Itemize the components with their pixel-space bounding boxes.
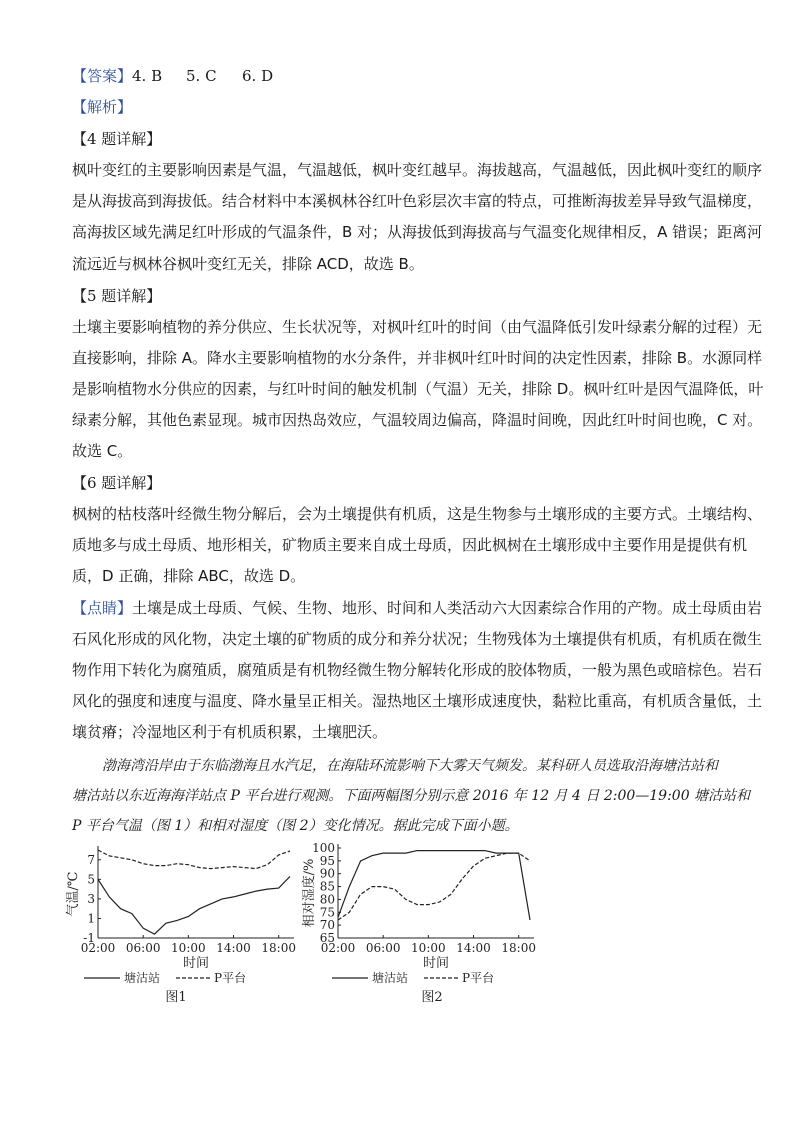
- y-tick-label: 80: [319, 892, 335, 907]
- material-line: 塘沽站以东近海海洋站点 P 平台进行观测。下面两幅图分别示意 2016 年 12 月 4 日 2:00—19:00 塘沽站和: [72, 788, 751, 804]
- figure-caption: 图1: [165, 990, 187, 1005]
- analysis-heading: 【解析】: [72, 98, 133, 116]
- legend-label-tanggu: 塘沽站: [372, 971, 409, 985]
- series-line-tanggu: [338, 851, 530, 920]
- answer-item-4: 4. B: [132, 67, 163, 85]
- y-tick-label: 70: [319, 918, 335, 933]
- q5-line: 故选 C。: [72, 442, 133, 460]
- x-axis-label: 时间: [422, 956, 450, 971]
- y-tick-label: 95: [319, 853, 335, 868]
- q5-line: 土壤主要影响植物的养分供应、生长状况等，对枫叶红叶的时间（由气温降低引发叶绿素分解的过程）无: [72, 318, 763, 336]
- q5-line: 直接影响，排除 A。降水主要影响植物的水分条件，并非枫叶红叶时间的决定性因素，排除 B。水源同样: [72, 349, 763, 367]
- y-tick-label: 65: [319, 931, 335, 945]
- q4-line: 枫叶变红的主要影响因素是气温，气温越低，枫叶变红越早。海拔越高，气温越低，因此枫叶变红的顺序: [72, 161, 763, 179]
- material-line: P 平台气温（图 1）和相对湿度（图 2）变化情况。据此完成下面小题。: [72, 818, 519, 834]
- q6-heading: 【6 题详解】: [72, 474, 162, 492]
- q6-line: 枫树的枯枝落叶经微生物分解后，会为土壤提供有机质，这是生物参与土壤形成的主要方式。土壤结构、: [72, 505, 763, 523]
- x-tick-label: 18:00: [501, 941, 537, 955]
- figure-caption: 图2: [421, 990, 443, 1005]
- y-tick-label: 85: [319, 879, 335, 894]
- answer-tag: 【答案】: [72, 67, 133, 85]
- series-line-p-platform: [98, 850, 290, 869]
- x-tick-label: 10:00: [171, 941, 206, 955]
- x-tick-label: 06:00: [125, 941, 161, 955]
- x-tick-label: 10:00: [411, 941, 446, 955]
- tips-line: 土壤是成土母质、气候、生物、地形、时间和人类活动六大因素综合作用的产物。成土母质由岩: [132, 599, 763, 617]
- x-tick-label: 06:00: [365, 941, 401, 955]
- tips-heading: 【点睛】: [72, 599, 133, 617]
- x-tick-label: 02:00: [320, 941, 356, 955]
- tips-line-first: [72, 598, 762, 618]
- q5-heading: 【5 题详解】: [72, 287, 162, 305]
- q6-line: 质地多与成土母质、地形相关，矿物质主要来自成土母质，因此枫树在土壤形成中主要作用是提供有机: [72, 536, 748, 554]
- x-tick-label: 18:00: [261, 941, 297, 955]
- x-tick-label: 14:00: [456, 941, 491, 955]
- y-axis-label: 相对湿度/%: [302, 858, 317, 928]
- y-tick-label: 3: [87, 891, 95, 906]
- humidity-chart: [298, 838, 558, 1010]
- x-tick-label: 14:00: [216, 941, 251, 955]
- q4-heading: 【4 题详解】: [72, 130, 162, 148]
- answer-line: [72, 66, 273, 86]
- answer-item-6: 6. D: [242, 67, 274, 85]
- y-tick-label: 1: [87, 911, 95, 926]
- legend-label-tanggu: 塘沽站: [124, 971, 161, 985]
- tips-line: 风化的强度和速度与温度、降水量呈正相关。湿热地区土壤形成速度快，黏粒比重高，有机质含量低，土: [72, 692, 763, 710]
- y-tick-label: 75: [319, 905, 335, 920]
- series-line-tanggu: [98, 876, 290, 934]
- q4-line: 流远近与枫林谷枫叶变红无关，排除 ACD，故选 B。: [72, 255, 424, 273]
- legend-label-p-platform: P平台: [214, 971, 247, 985]
- series-line-p-platform: [338, 853, 530, 920]
- y-tick-label: 100: [312, 841, 335, 855]
- x-axis-label: 时间: [182, 956, 210, 971]
- q4-line: 高海拔区域先满足红叶形成的气温条件，B 对；从海拔低到海拔高与气温变化规律相反，A 错误；距离河: [72, 223, 763, 241]
- answer-item-5: 5. C: [186, 67, 217, 85]
- q4-line: 是从海拔高到海拔低。结合材料中本溪枫林谷红叶色彩层次丰富的特点，可推断海拔差异导致气温梯度，: [72, 192, 763, 210]
- y-tick-label: 7: [87, 852, 95, 867]
- q6-line: 质，D 正确，排除 ABC，故选 D。: [72, 567, 306, 585]
- x-tick-label: 02:00: [80, 941, 116, 955]
- y-tick-label: -1: [83, 931, 95, 945]
- legend-label-p-platform: P平台: [462, 971, 495, 985]
- tips-line: 物作用下转化为腐殖质，腐殖质是有机物经微生物分解转化形成的胶体物质，一般为黑色或暗棕色。岩石: [72, 661, 763, 679]
- y-tick-label: 90: [319, 866, 335, 881]
- y-tick-label: 5: [87, 872, 95, 887]
- material-line: 渤海湾沿岸由于东临渤海且水汽足，在海陆环流影响下大雾天气频发。某科研人员选取沿海塘沽站和: [102, 758, 718, 774]
- figure-2: [298, 838, 558, 1014]
- q5-line: 是影响植物水分供应的因素，与红叶时间的触发机制（气温）无关，排除 D。枫叶红叶是因气温降低，叶: [72, 380, 764, 398]
- tips-line: 石风化形成的风化物，决定土壤的矿物质的成分和养分状况；生物残体为土壤提供有机质，有机质在微生: [72, 630, 763, 648]
- tips-line: 壤贫瘠；冷湿地区利于有机质积累，土壤肥沃。: [72, 723, 388, 741]
- figure-1: [62, 838, 312, 1014]
- q5-line: 绿素分解，其他色素显现。城市因热岛效应，气温较周边偏高，降温时间晚，因此红叶时间也晚，C 对。: [72, 411, 763, 429]
- y-axis-label: 气温/℃: [66, 871, 81, 917]
- temperature-chart: [62, 838, 312, 1010]
